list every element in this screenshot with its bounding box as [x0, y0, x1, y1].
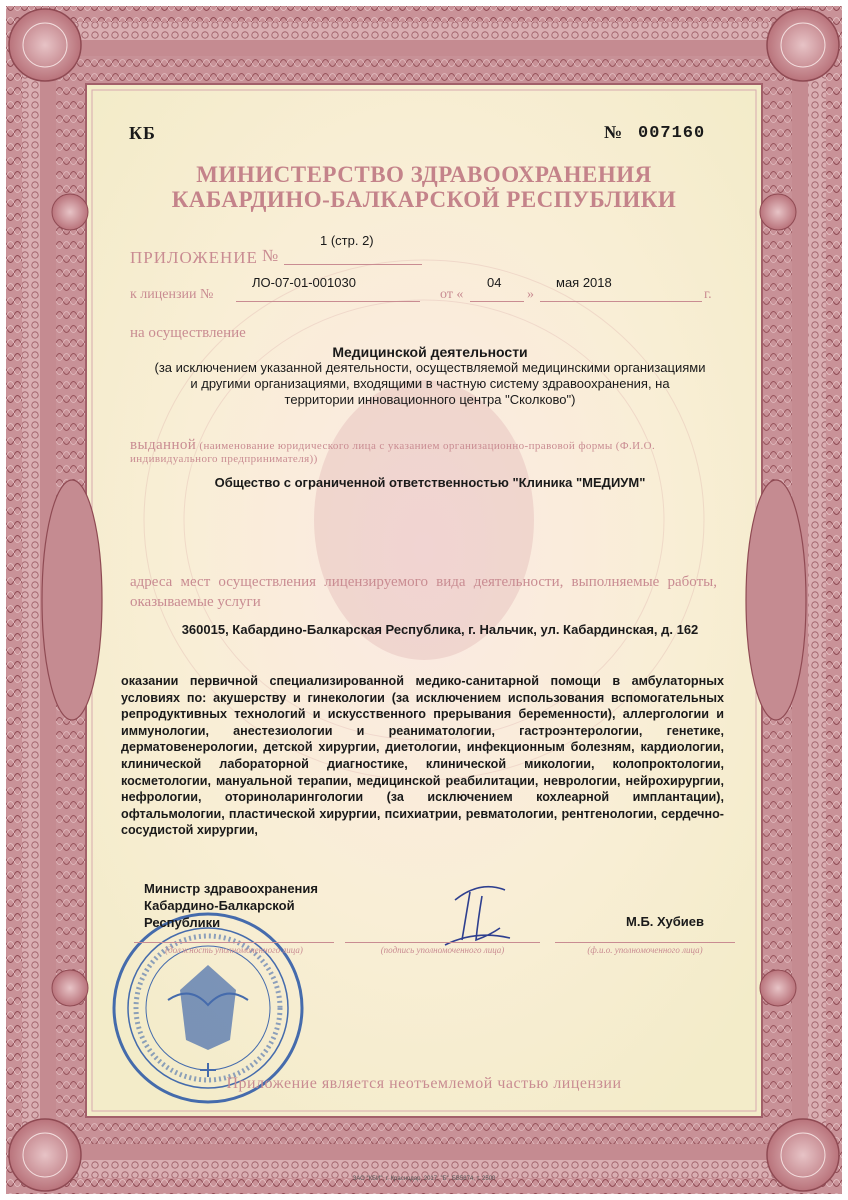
footer-note: Приложение является неотъемлемой частью лицензии — [226, 1075, 622, 1092]
issued-block — [130, 439, 720, 466]
issued-label: выданной — [130, 437, 197, 453]
position-caption: (должность уполномоченного лица) — [165, 945, 303, 955]
printer-imprint: ЗАО "КБИ", г. Краснодар, 2017, "Б", БВ5874, т. 2500 — [352, 1176, 496, 1182]
activity-title: Медицинской деятельности — [332, 344, 528, 360]
signature-caption: (подпись уполномоченного лица) — [380, 945, 505, 955]
activity-label: на осуществление — [130, 325, 246, 341]
activity-note-line2: и другими организациями, входящими в частную систему здравоохранения, на — [190, 376, 670, 391]
appendix-label: ПРИЛОЖЕНИЕ — [130, 248, 258, 267]
form-number: 007160 — [638, 124, 706, 143]
date-from-label: от « — [440, 287, 464, 302]
license-month-year: мая 2018 — [556, 275, 612, 290]
license-number-underline — [236, 301, 420, 302]
signer-name: М.Б. Хубиев — [626, 914, 704, 929]
ministry-title-line2: КАБАРДИНО-БАЛКАРСКОЙ РЕСПУБЛИКИ — [171, 187, 677, 212]
position-line — [134, 942, 334, 943]
license-day: 04 — [487, 275, 502, 290]
activity-block — [110, 344, 750, 408]
day-underline — [470, 301, 524, 302]
date-close-quote: » — [527, 287, 534, 302]
signer-position — [144, 880, 318, 931]
appendix-underline — [284, 264, 422, 265]
issued-note-line1: (наименование юридического лица с указанием организационно-правовой формы (Ф.И.О. — [199, 440, 656, 452]
series-code: КБ — [129, 123, 156, 143]
activity-note-line3: территории инновационного центра "Сколково") — [284, 392, 576, 407]
name-caption: (ф.и.о. уполномоченного лица) — [587, 945, 703, 955]
number-sign: № — [604, 122, 623, 142]
appendix-number-sign: № — [262, 246, 279, 265]
address-label: адреса мест осуществления лицензируемого вида деятельности, выполняемые работы, оказываемые услуги — [130, 574, 717, 610]
signature-line — [345, 942, 540, 943]
signer-position-line3: Республики — [144, 915, 221, 930]
license-number: ЛО-07-01-001030 — [252, 275, 356, 290]
license-label: к лицензии № — [130, 287, 214, 302]
signer-position-line2: Кабардино-Балкарской — [144, 898, 295, 913]
activity-note-line1: (за исключением указанной деятельности, осуществляемой медицинскими организациями — [154, 360, 706, 375]
ministry-title-line1: МИНИСТЕРСТВО ЗДРАВООХРАНЕНИЯ — [196, 162, 652, 187]
address-value: 360015, Кабардино-Балкарская Республика, г. Нальчик, ул. Кабардинская, д. 162 — [181, 622, 699, 637]
signer-position-line1: Министр здравоохранения — [144, 881, 318, 896]
month-underline — [540, 301, 702, 302]
year-suffix: г. — [704, 287, 712, 302]
appendix-number: 1 (стр. 2) — [320, 233, 374, 248]
organization-name: Общество с ограниченной ответственностью "Клиника "МЕДИУМ" — [214, 475, 646, 490]
name-line — [555, 942, 735, 943]
issued-note-line2: индивидуального предпринимателя)) — [130, 453, 318, 465]
services-list: оказании первичной специализированной медико-санитарной помощи в амбулаторных условиях по: акушерству и гинекологии (за исключением использования вспомогательных репродуктивных технологий и искусственного прерывания беременности), аллергологии и иммунологии, анестезиологии и реаниматологии, гастроэнтерологии, генетике, дерматовенерологии, детской хирургии, диетологии, инфекционным болезням, кардиологии, клинической лабораторной диагностике, клинической микологии, колопроктологии, косметологии, мануальной терапии, медицинской реабилитации, неврологии, нейрохирургии, нефрологии, оториноларингологии (за исключением кохлеарной имплантации), офтальмологии, пластической хирургии, психиатрии, ревматологии, рентгенологии, сердечно-сосудистой хирургии, — [121, 674, 724, 838]
